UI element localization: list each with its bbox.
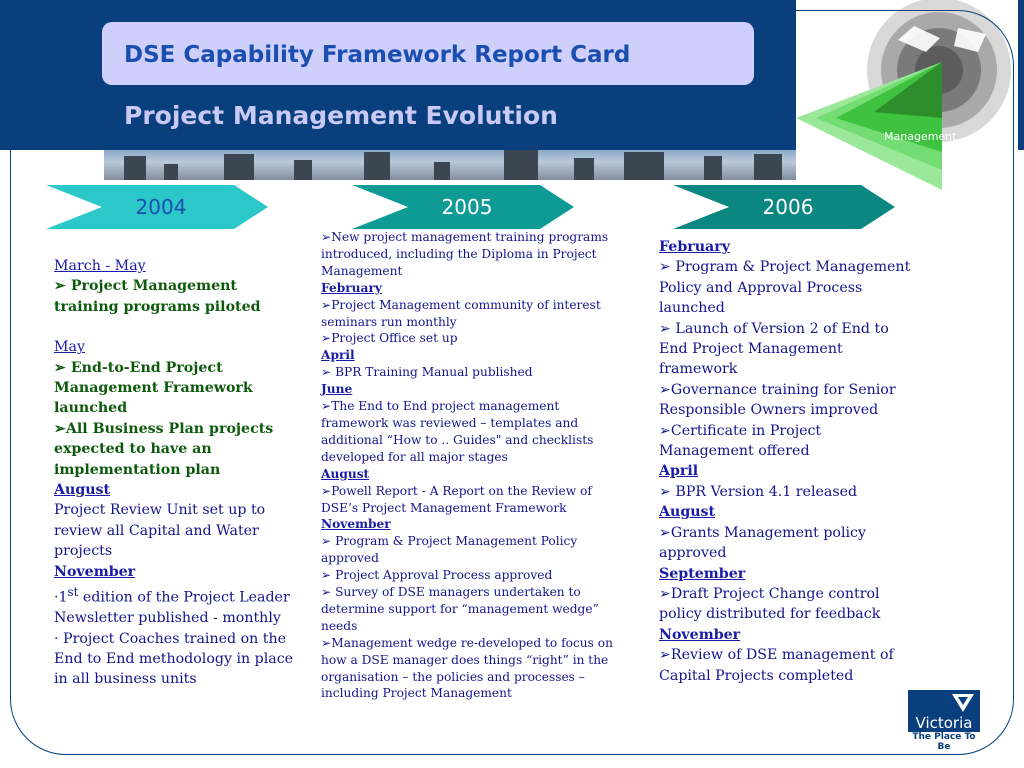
- item-text: Draft Project Change control policy distributed for feedback: [659, 585, 881, 623]
- bullet-arrow-icon: ➢: [321, 297, 332, 312]
- logo-tagline: The Place To Be: [912, 732, 976, 752]
- year-arrow-2004: [46, 185, 268, 229]
- month-heading: August: [659, 504, 716, 521]
- list-item: [659, 380, 919, 421]
- bullet-arrow-icon: ➢: [321, 568, 336, 583]
- month-heading: November: [54, 563, 136, 580]
- item-text: Project Coaches trained on the End to End methodology in place in all business units: [54, 630, 294, 688]
- list-item: Project Review Unit set up to review all Capital and Water projects: [54, 502, 266, 560]
- month-heading: November: [659, 626, 741, 643]
- item-text: Governance training for Senior Responsible Owners improved: [659, 381, 896, 419]
- list-item: [54, 276, 294, 317]
- month-heading: April: [659, 463, 699, 480]
- list-item: [54, 629, 294, 690]
- month-heading: May: [54, 339, 86, 356]
- bullet-dot-icon: ·: [54, 630, 64, 647]
- triangle-logo-icon: [952, 694, 974, 712]
- list-item: [321, 483, 613, 517]
- graphic-label: Management: [884, 130, 957, 143]
- list-item: [321, 584, 613, 635]
- item-text: Program & Project Management Policy and Approval Process launched: [659, 259, 911, 317]
- item-text: End-to-End Project Management Framework launched: [54, 359, 253, 417]
- item-text: Certificate in Project Management offered: [659, 422, 822, 460]
- item-text: BPR Version 4.1 released: [675, 483, 858, 500]
- bullet-arrow-icon: ➢: [321, 483, 332, 498]
- column-2004: [54, 256, 294, 690]
- victoria-logo: [908, 690, 980, 752]
- list-item: [659, 523, 919, 564]
- item-text: Review of DSE management of Capital Projects completed: [659, 647, 894, 684]
- bullet-arrow-icon: ➢: [321, 230, 332, 244]
- list-item: [659, 257, 919, 318]
- logo-word: Victoria: [915, 714, 973, 732]
- bullet-arrow-icon: ➢: [321, 534, 336, 549]
- bullet-arrow-icon: ➢: [54, 359, 71, 376]
- item-text: 1: [58, 589, 68, 606]
- city-skyline-image: [104, 150, 796, 180]
- header-band-right: [1018, 0, 1024, 150]
- month-heading: November: [321, 517, 391, 532]
- month-heading: April: [321, 348, 355, 363]
- month-heading: February: [659, 239, 730, 255]
- bullet-arrow-icon: ➢: [659, 381, 671, 398]
- bullet-arrow-icon: ➢: [321, 399, 332, 414]
- bullet-arrow-icon: ➢: [659, 259, 676, 276]
- bullet-arrow-icon: ➢: [321, 365, 336, 380]
- list-item: [54, 358, 294, 419]
- list-item: [659, 645, 919, 686]
- item-text: Project Office set up: [331, 331, 458, 346]
- spacer: [54, 317, 294, 337]
- list-item: [321, 635, 613, 703]
- capability-wheel-graphic: [796, 0, 1018, 190]
- bullet-arrow-icon: ➢: [321, 635, 332, 650]
- item-text: Project Approval Process approved: [335, 568, 553, 583]
- list-item: [321, 567, 613, 584]
- page-title: DSE Capability Framework Report Card: [124, 42, 631, 68]
- list-item: [659, 482, 919, 502]
- month-heading: February: [321, 280, 382, 295]
- item-text: edition of the Project Leader Newsletter published - monthly: [54, 589, 290, 627]
- item-text: The End to End project management framework was reviewed – templates and additional “How to .. Guides" and checklists developed for all major stages: [321, 399, 594, 464]
- year-arrow-2005: [352, 185, 574, 229]
- list-item: [659, 319, 919, 380]
- page-subtitle: Project Management Evolution: [124, 101, 558, 130]
- column-2005: [321, 229, 613, 702]
- item-text: Launch of Version 2 of End to End Project Management framework: [659, 320, 889, 378]
- bullet-dot-icon: ·: [54, 589, 59, 606]
- item-text: All Business Plan projects expected to have an implementation plan: [54, 420, 274, 478]
- item-text: Project Management community of interest seminars run monthly: [321, 297, 601, 329]
- bullet-arrow-icon: ➢: [659, 585, 671, 602]
- ordinal-suffix: st: [67, 585, 79, 600]
- bullet-arrow-icon: ➢: [659, 647, 671, 664]
- year-arrow-2006: [673, 185, 895, 229]
- list-item: [54, 582, 294, 629]
- month-heading: September: [659, 565, 746, 582]
- list-item: [659, 421, 919, 462]
- year-label-2006: 2006: [762, 195, 814, 219]
- list-item: [321, 364, 613, 381]
- list-item: [321, 330, 613, 347]
- item-text: Management wedge re-developed to focus on how a DSE manager does things “right” in the organisation – the policies and processes – including Project Management: [321, 635, 613, 701]
- month-heading: August: [54, 482, 111, 499]
- bullet-arrow-icon: ➢: [54, 278, 71, 295]
- bullet-arrow-icon: ➢: [659, 524, 671, 541]
- list-item: [54, 419, 294, 480]
- bullet-arrow-icon: ➢: [321, 585, 336, 600]
- bullet-arrow-icon: ➢: [659, 422, 671, 439]
- column-2006: [659, 237, 919, 686]
- list-item: [321, 229, 613, 280]
- list-item: [321, 398, 613, 466]
- item-text: Project Management training programs piloted: [54, 278, 261, 315]
- item-text: Powell Report - A Report on the Review of DSE’s Project Management Framework: [321, 483, 592, 515]
- item-text: New project management training programs introduced, including the Diploma in Project Management: [321, 230, 609, 278]
- item-text: Program & Project Management Policy approved: [321, 534, 578, 566]
- month-heading: August: [321, 466, 370, 481]
- bullet-arrow-icon: ➢: [659, 320, 676, 337]
- bullet-arrow-icon: ➢: [54, 420, 66, 437]
- bullet-arrow-icon: ➢: [659, 483, 676, 500]
- bullet-arrow-icon: ➢: [321, 331, 332, 346]
- year-label-2005: 2005: [441, 195, 493, 219]
- item-text: Survey of DSE managers undertaken to determine support for “management wedge” needs: [321, 585, 599, 633]
- month-heading: March - May: [54, 258, 146, 274]
- list-item: [321, 297, 613, 331]
- item-text: BPR Training Manual published: [335, 365, 533, 380]
- year-label-2004: 2004: [135, 195, 187, 219]
- item-text: Grants Management policy approved: [659, 524, 867, 562]
- list-item: [321, 533, 613, 567]
- month-heading: June: [321, 382, 353, 397]
- list-item: [659, 584, 919, 625]
